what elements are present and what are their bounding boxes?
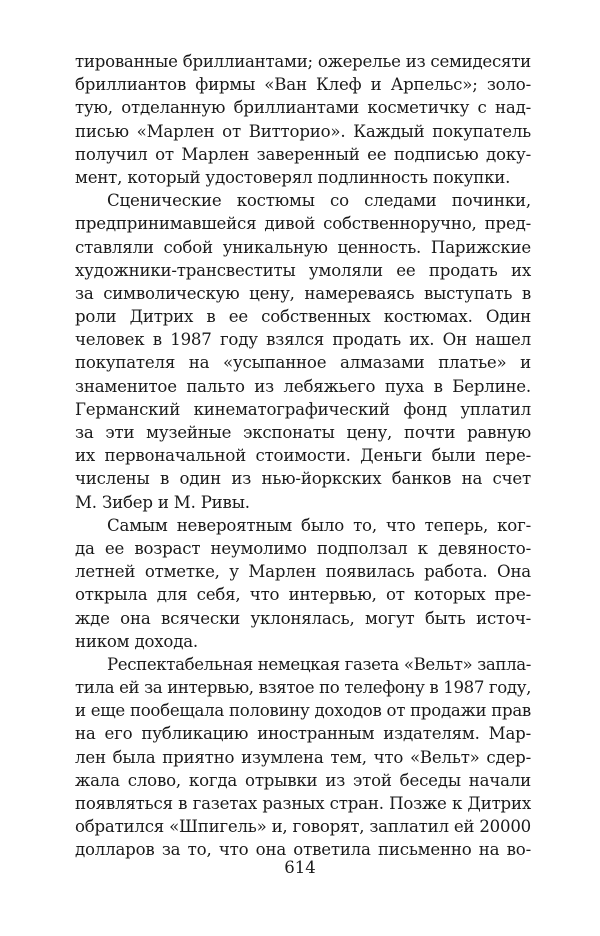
text-line: знаменитое пальто из лебяжьего пуха в Берлине. <box>75 376 531 396</box>
text-line: открыла для себя, что интервью, от которых пре- <box>75 585 531 605</box>
text-line: бриллиантов фирмы «Ван Клеф и Арпельс»; золо- <box>75 75 531 95</box>
text-line: лен была приятно изумлена тем, что «Вельт» сдер- <box>75 747 531 767</box>
text-line: ником дохода. <box>75 631 199 651</box>
text-line: предпринимавшейся дивой собственноручно, пред- <box>75 214 531 234</box>
text-line: ставляли собой уникальную ценность. Парижские <box>75 237 531 257</box>
page-body-text <box>75 50 531 862</box>
text-line: на его публикацию иностранным издателям. Мар- <box>75 724 531 744</box>
text-line: за символическую цену, намереваясь выступать в <box>75 283 531 303</box>
text-line: тую, отделанную бриллиантами косметичку с над- <box>75 98 531 118</box>
text-line: числены в один из нью-йоркских банков на счет <box>75 469 531 489</box>
text-line: получил от Марлен заверенный ее подписью доку- <box>75 144 531 164</box>
text-line: долларов за то, что она ответила письменно на во- <box>75 840 531 860</box>
text-line: летней отметке, у Марлен появилась работа. Она <box>75 562 531 582</box>
text-line: роли Дитрих в ее собственных костюмах. Один <box>75 307 531 327</box>
text-line: художники-трансвеститы умоляли ее продать их <box>75 260 531 280</box>
text-line: их первоначальной стоимости. Деньги были пере- <box>75 446 531 466</box>
text-line: жала слово, когда отрывки из этой беседы начали <box>75 770 531 790</box>
text-line: появляться в газетах разных стран. Позже к Дитрих <box>75 794 531 813</box>
text-line: Сценические костюмы со следами починки, <box>107 191 531 211</box>
text-line: за эти музейные экспонаты цену, почти равную <box>75 423 531 442</box>
text-line: покупателя на «усыпанное алмазами платье» и <box>75 353 531 373</box>
text-line: и еще пообещала половину доходов от продажи прав <box>75 701 531 721</box>
text-line: жде она всячески уклонялась, могут быть источ- <box>75 608 531 628</box>
text-line: Самым невероятным было то, что теперь, ког- <box>107 515 531 535</box>
text-line: тированные бриллиантами; ожерелье из семидесяти <box>75 52 531 71</box>
text-line: писью «Марлен от Витторио». Каждый покупатель <box>75 121 531 141</box>
text-line: человек в 1987 году взялся продать их. Он нашел <box>75 330 531 350</box>
text-line: М. Зибер и М. Ривы. <box>75 492 250 512</box>
text-line: Германский кинематографический фонд уплатил <box>75 399 531 419</box>
page-number: 614 <box>284 858 316 877</box>
text-line: тила ей за интервью, взятое по телефону в 1987 году, <box>75 678 531 698</box>
text-line: Респектабельная немецкая газета «Вельт» запла- <box>107 654 531 674</box>
text-line: мент, который удостоверял подлинность покупки. <box>75 167 511 187</box>
text-line: обратился «Шпигель» и, говорят, заплатил ей 20000 <box>75 817 531 837</box>
text-line: да ее возраст неумолимо подползал к девяносто- <box>75 538 531 558</box>
